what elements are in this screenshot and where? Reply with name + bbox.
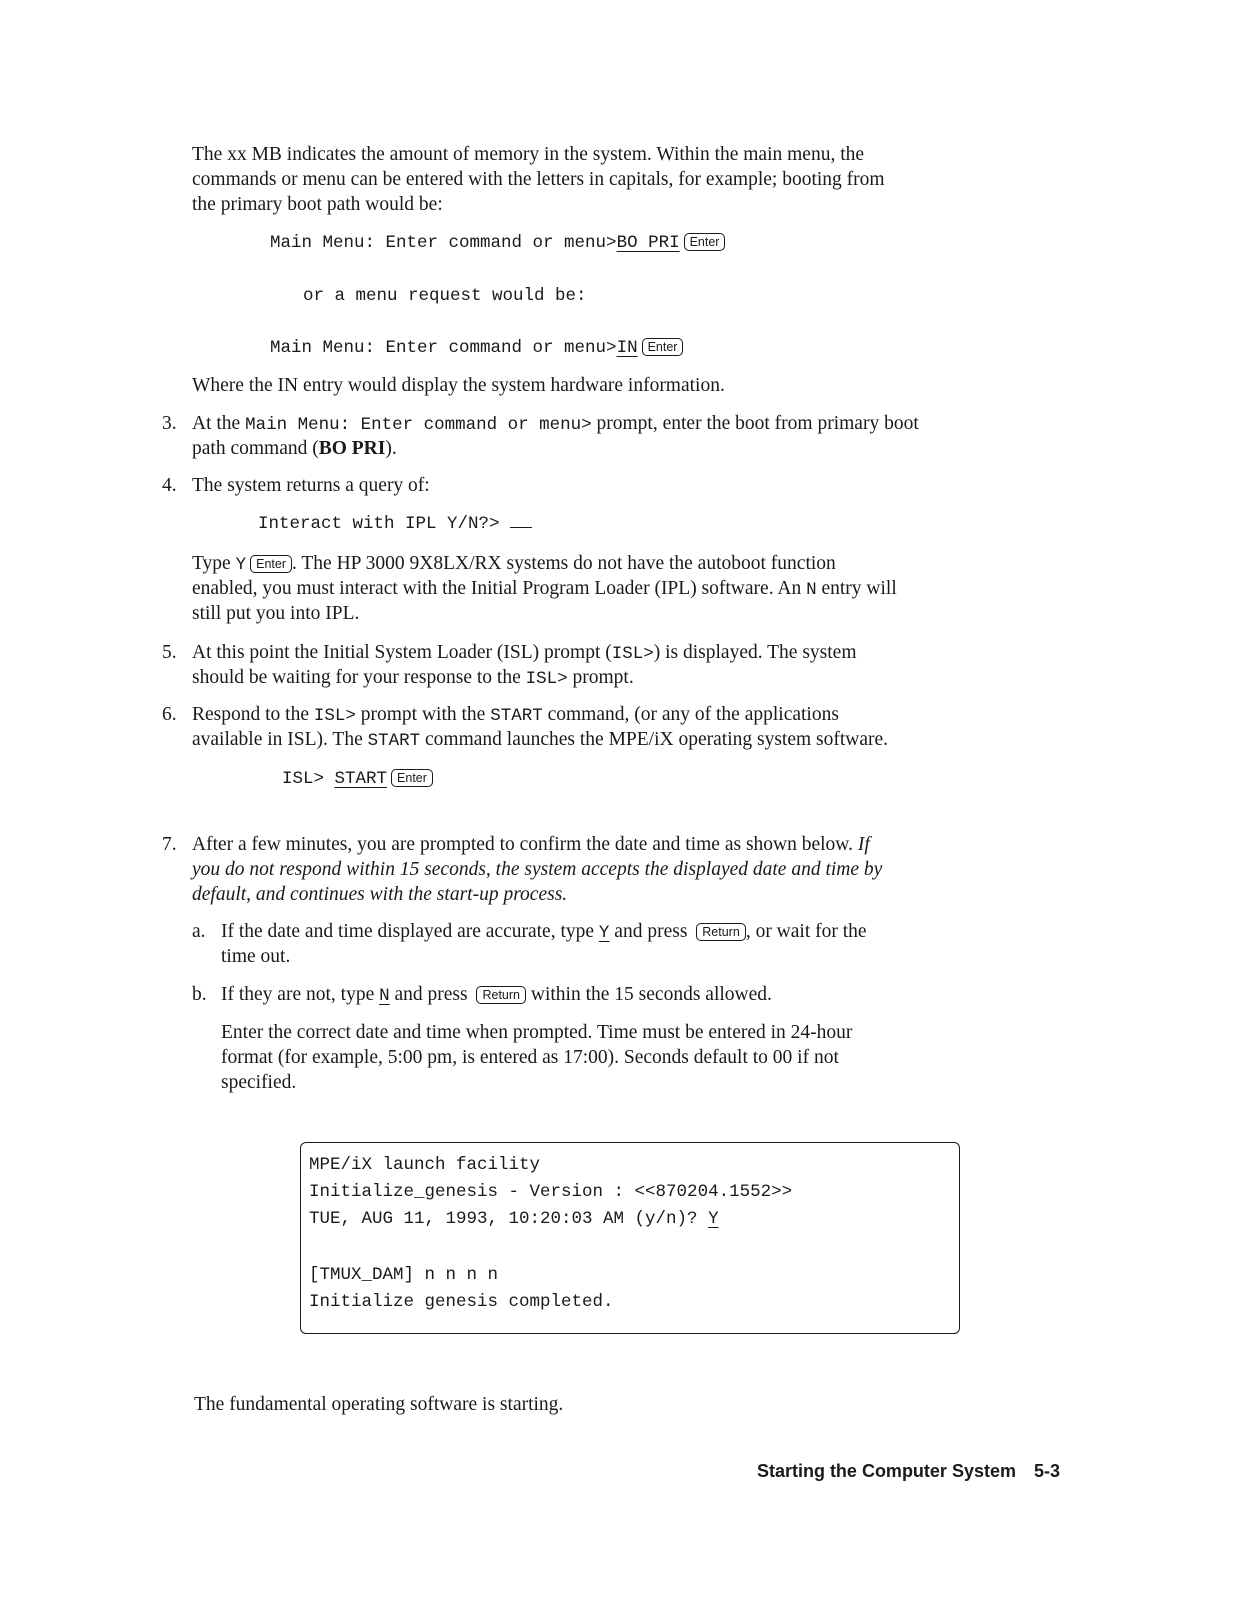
sub-b-para-line-1: Enter the correct date and time when prompted. Time must be entered in 24-hour <box>221 1022 853 1043</box>
command-input: BO PRI <box>616 233 680 253</box>
step-6-number: 6. <box>162 704 177 725</box>
sub-a-line-2: time out. <box>221 946 291 967</box>
step-3-line-2: path command (BO PRI). <box>192 438 397 459</box>
page-footer <box>757 1461 1060 1482</box>
screen-line-3: TUE, AUG 11, 1993, 10:20:03 AM (y/n)? Y <box>309 1209 719 1229</box>
step-4-line-2: enabled, you must interact with the Initial Program Loader (IPL) software. An N entry will <box>192 578 897 600</box>
intro-line-2: commands or menu can be entered with the letters in capitals, for example; booting from <box>192 169 885 190</box>
enter-key-icon: Enter <box>642 338 684 356</box>
step-6-line-1: Respond to the ISL> prompt with the START command, (or any of the applications <box>192 704 839 726</box>
command-example-bo-pri <box>270 231 725 256</box>
enter-key-icon: Enter <box>250 555 292 573</box>
closing-text: The fundamental operating software is starting. <box>194 1394 564 1415</box>
cursor <box>510 525 532 528</box>
step-7-number: 7. <box>162 834 177 855</box>
command-prefix: Main Menu: Enter command or menu> <box>270 338 617 358</box>
isl-start-command: ISL> START Enter <box>282 767 433 792</box>
step-4-number: 4. <box>162 475 177 496</box>
step-7-line-2: you do not respond within 15 seconds, the system accepts the displayed date and time by <box>192 859 883 880</box>
enter-key-icon: Enter <box>684 233 726 251</box>
screen-line-2: Initialize_genesis - Version : <<870204.1552>> <box>309 1182 793 1202</box>
step-4-line-3: still put you into IPL. <box>192 603 360 624</box>
terminal-screen-box <box>300 1142 960 1334</box>
step-4-text: The system returns a query of: <box>192 475 430 496</box>
enter-key-icon: Enter <box>391 769 433 787</box>
step-5-number: 5. <box>162 642 177 663</box>
step-7-line-1: After a few minutes, you are prompted to confirm the date and time as shown below. If <box>192 834 870 855</box>
screen-line-1: MPE/iX launch facility <box>309 1155 541 1175</box>
command-input: START <box>334 769 388 789</box>
ipl-query: Interact with IPL Y/N?> <box>258 512 532 537</box>
step-6-line-2: available in ISL). The START command launches the MPE/iX operating system software. <box>192 729 889 751</box>
sub-a-letter: a. <box>192 921 206 942</box>
command-prefix: Main Menu: Enter command or menu> <box>270 233 617 253</box>
step-3-line-1: At the Main Menu: Enter command or menu> prompt, enter the boot from primary boot <box>192 413 919 435</box>
screen-line-5: Initialize genesis completed. <box>309 1292 614 1312</box>
intro-line-1: The xx MB indicates the amount of memory in the system. Within the main menu, the <box>192 144 865 165</box>
screen-line-4: [TMUX_DAM] n n n n <box>309 1265 499 1285</box>
sub-b-para-line-3: specified. <box>221 1072 297 1093</box>
return-key-icon: Return <box>696 923 746 941</box>
or-menu-request-text: or a menu request would be: <box>303 286 587 306</box>
sub-b-line-1: If they are not, type N and press Return within the 15 seconds allowed. <box>221 984 772 1006</box>
page-number: 5-3 <box>1033 1461 1060 1481</box>
step-5-line-2: should be waiting for your response to the ISL> prompt. <box>192 667 634 689</box>
intro-line-3: the primary boot path would be: <box>192 194 443 215</box>
sub-a-line-1: If the date and time displayed are accurate, type Y and press Return , or wait for the <box>221 921 867 943</box>
step-3-number: 3. <box>162 413 177 434</box>
return-key-icon: Return <box>476 986 526 1004</box>
command-example-in <box>270 336 683 361</box>
sub-b-para-line-2: format (for example, 5:00 pm, is entered as 17:00). Seconds default to 00 if not <box>221 1047 839 1068</box>
sub-b-letter: b. <box>192 984 207 1005</box>
footer-title: Starting the Computer System <box>756 1461 1016 1481</box>
step-4-line-1: Type Y Enter . The HP 3000 9X8LX/RX systems do not have the autoboot function <box>192 553 836 575</box>
step-5-line-1: At this point the Initial System Loader (ISL) prompt (ISL>) is displayed. The system <box>192 642 857 664</box>
step-7-line-3: default, and continues with the start-up process. <box>192 884 568 905</box>
where-text: Where the IN entry would display the system hardware information. <box>192 375 725 396</box>
command-input: IN <box>616 338 638 358</box>
